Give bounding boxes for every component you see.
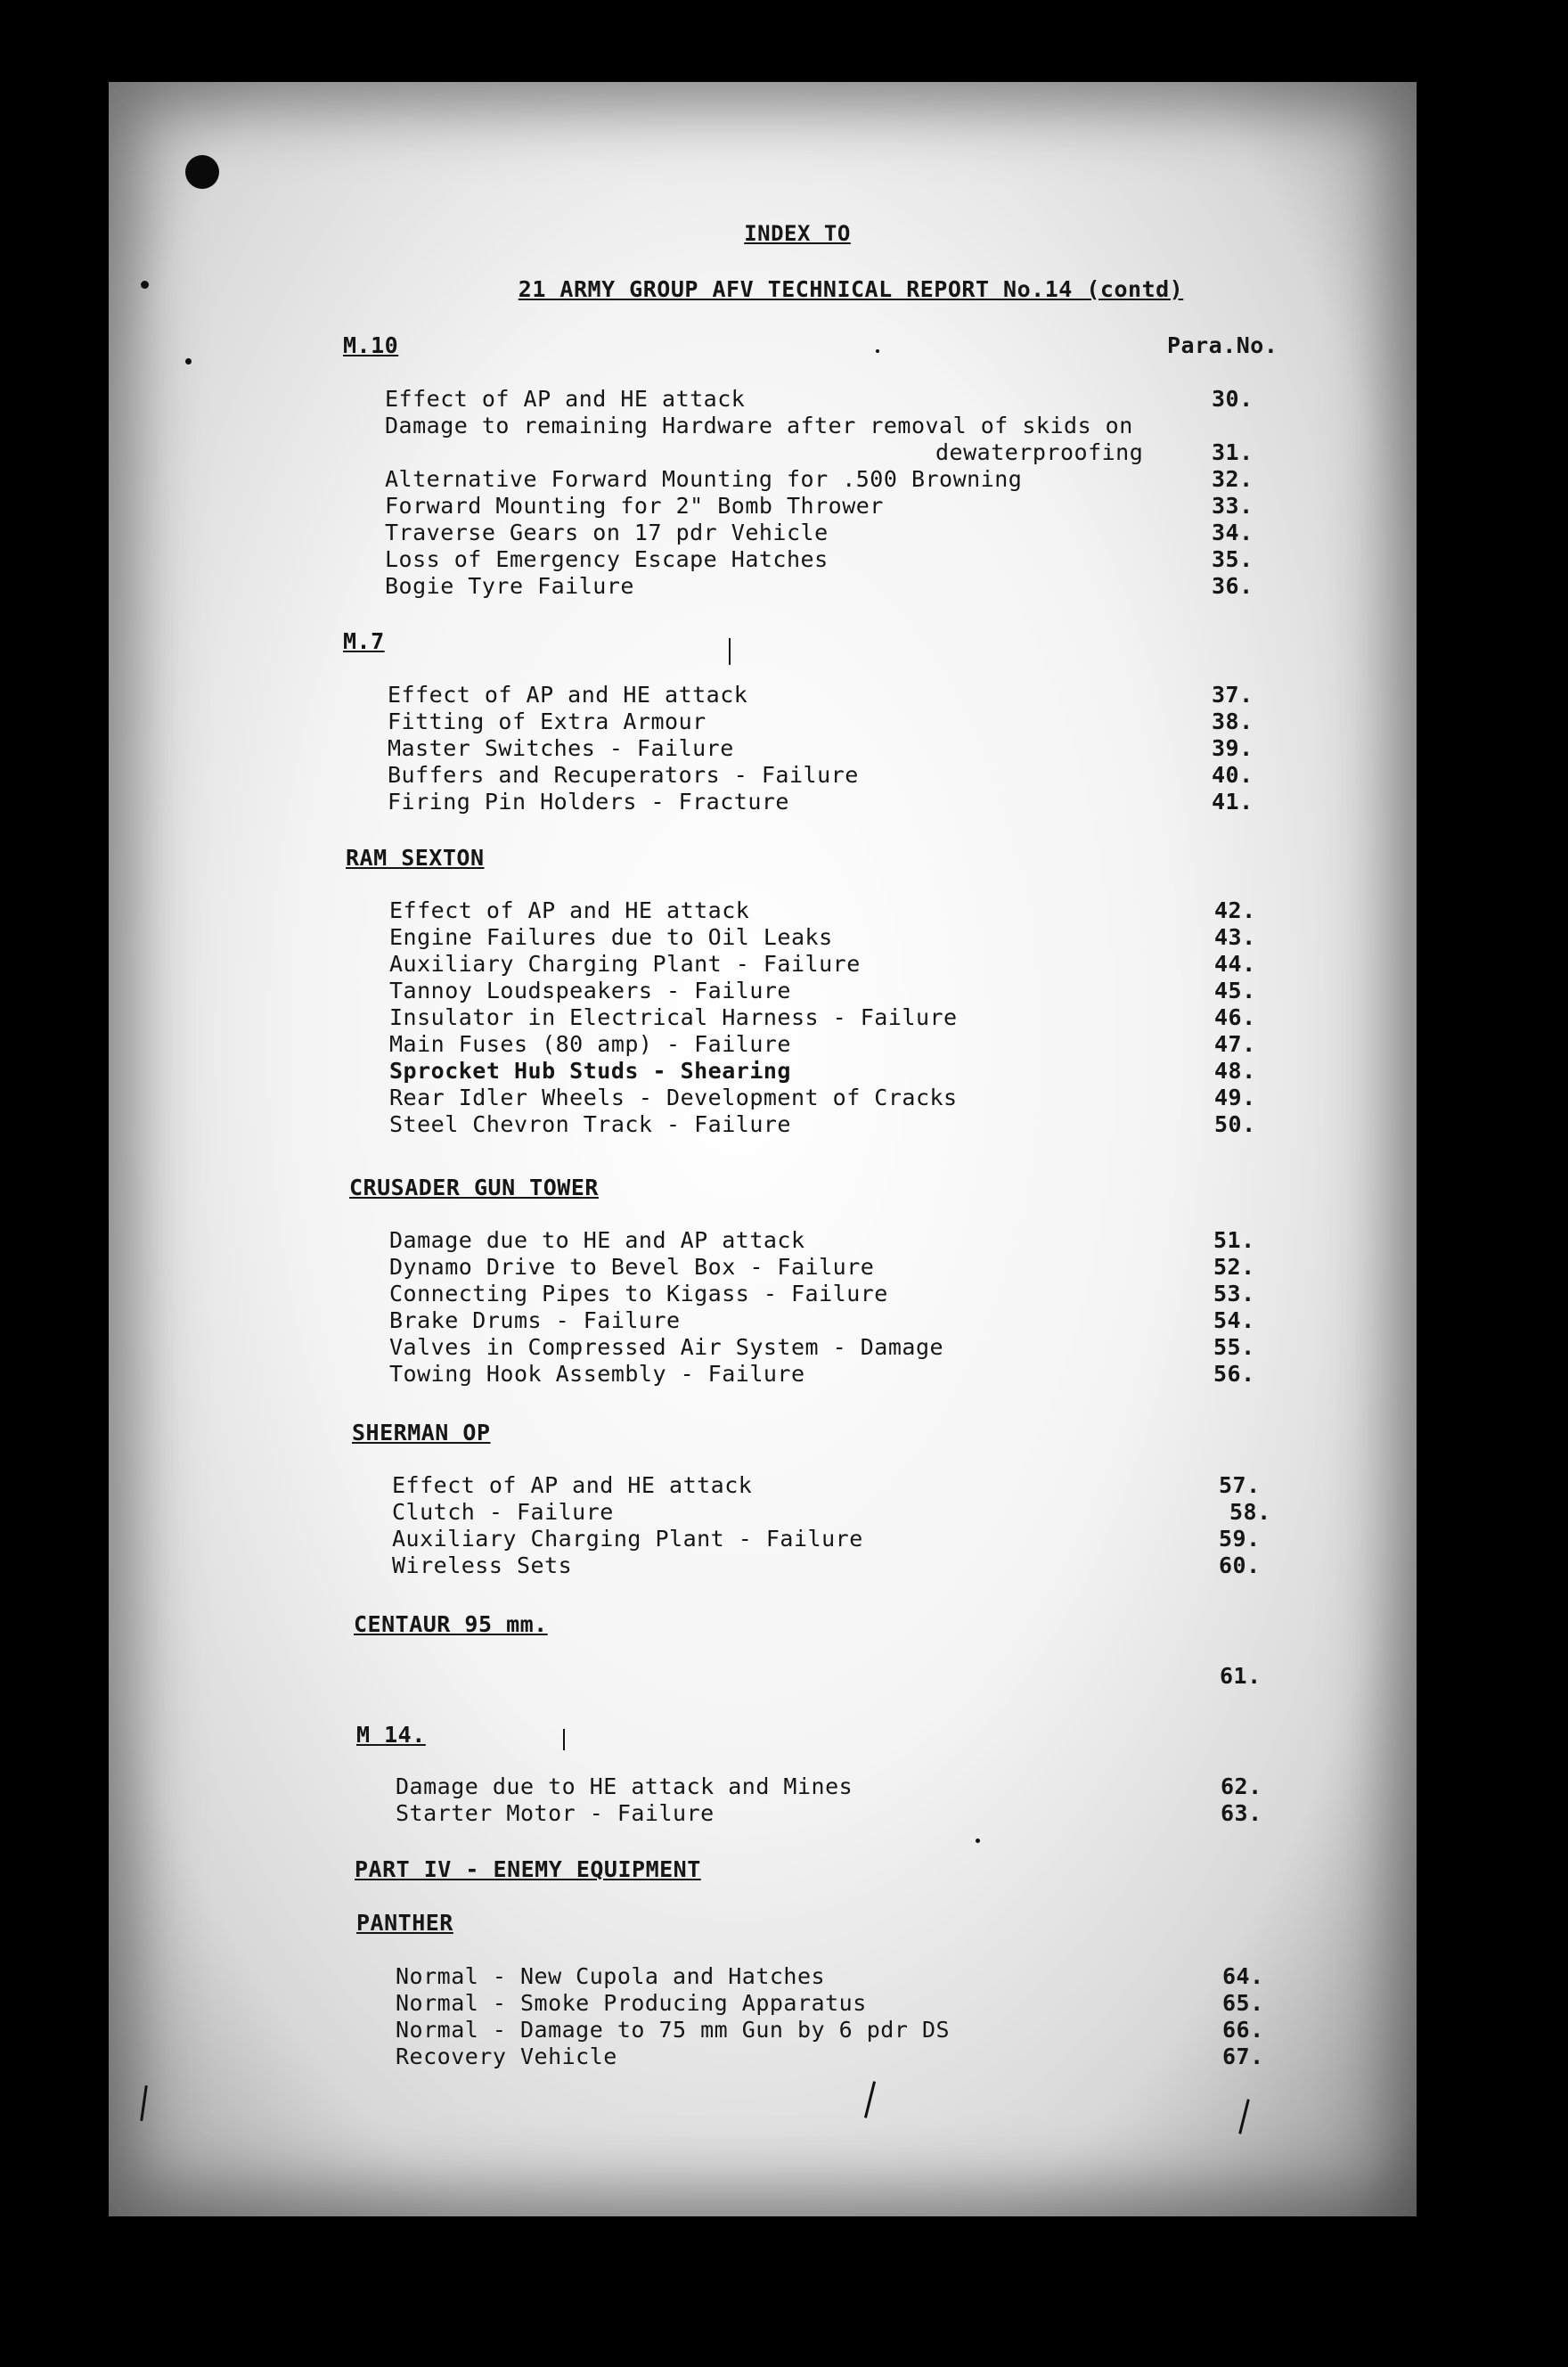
entry-para: 47. bbox=[1214, 1031, 1256, 1057]
section-heading-m14: M 14. bbox=[356, 1722, 426, 1748]
entry-para: 44. bbox=[1214, 951, 1256, 977]
entry-para: 51. bbox=[1213, 1227, 1255, 1253]
entry-para: 60. bbox=[1219, 1552, 1261, 1578]
entry-para: 67. bbox=[1222, 2043, 1264, 2069]
film-scratch bbox=[563, 1729, 565, 1750]
entry-text: Effect of AP and HE attack bbox=[388, 682, 748, 708]
film-scratch bbox=[1238, 2099, 1250, 2134]
entry-text: Auxiliary Charging Plant - Failure bbox=[389, 951, 861, 977]
entry-text: Wireless Sets bbox=[392, 1552, 573, 1578]
entry-text: Effect of AP and HE attack bbox=[389, 897, 750, 923]
entry-para: 63. bbox=[1221, 1800, 1262, 1826]
entry-para: 56. bbox=[1213, 1361, 1255, 1387]
entry-para: 40. bbox=[1212, 762, 1254, 788]
list-item bbox=[389, 1307, 1280, 1334]
report-title: 21 ARMY GROUP AFV TECHNICAL REPORT No.14 (contd) bbox=[518, 276, 1184, 302]
entry-text: Effect of AP and HE attack bbox=[392, 1472, 753, 1498]
entry-text: Bogie Tyre Failure bbox=[385, 573, 634, 599]
entry-para: 41. bbox=[1212, 789, 1254, 815]
entry-para: 43. bbox=[1214, 924, 1256, 950]
entry-text: Clutch - Failure bbox=[392, 1499, 614, 1525]
entry-text: Effect of AP and HE attack bbox=[385, 386, 746, 412]
list-item bbox=[388, 789, 1278, 815]
entry-para: 30. bbox=[1212, 386, 1254, 412]
section-heading-centaur: CENTAUR 95 mm. bbox=[354, 1611, 548, 1637]
list-item bbox=[392, 1499, 1283, 1526]
list-item bbox=[389, 1085, 1280, 1111]
list-item bbox=[385, 520, 1276, 546]
list-item bbox=[392, 1552, 1283, 1579]
entry-text: Recovery Vehicle bbox=[396, 2043, 617, 2069]
list-item bbox=[396, 1963, 1286, 1990]
ink-speck bbox=[185, 358, 192, 364]
entry-text: Forward Mounting for 2" Bomb Thrower bbox=[385, 493, 884, 519]
entry-text: Damage due to HE attack and Mines bbox=[396, 1773, 853, 1799]
list-item bbox=[392, 1663, 1283, 1690]
entry-text: Loss of Emergency Escape Hatches bbox=[385, 546, 829, 572]
section-heading-crusader: CRUSADER GUN TOWER bbox=[349, 1175, 599, 1200]
entry-para: 55. bbox=[1213, 1334, 1255, 1360]
ink-speck bbox=[876, 349, 879, 353]
entry-para: 31. bbox=[1212, 439, 1254, 465]
entry-para: 52. bbox=[1213, 1254, 1255, 1280]
entry-text: Normal - Smoke Producing Apparatus bbox=[396, 1990, 867, 2016]
list-item bbox=[392, 1526, 1283, 1552]
entry-para: 50. bbox=[1214, 1111, 1256, 1137]
list-item bbox=[389, 1004, 1280, 1031]
entry-para: 64. bbox=[1222, 1963, 1264, 1989]
entry-text: Normal - Damage to 75 mm Gun by 6 pdr DS bbox=[396, 2017, 951, 2043]
ink-speck bbox=[976, 1839, 980, 1843]
list-item bbox=[389, 1227, 1280, 1254]
entry-text: Rear Idler Wheels - Development of Cracks bbox=[389, 1085, 958, 1110]
section-heading-m7: M.7 bbox=[343, 628, 385, 654]
entry-para: 65. bbox=[1222, 1990, 1264, 2016]
entry-text: Firing Pin Holders - Fracture bbox=[388, 789, 789, 815]
entry-text: Brake Drums - Failure bbox=[389, 1307, 681, 1333]
entry-text: Main Fuses (80 amp) - Failure bbox=[389, 1031, 791, 1057]
list-item bbox=[389, 1334, 1280, 1361]
entry-para: 36. bbox=[1212, 573, 1254, 599]
list-item bbox=[396, 2017, 1286, 2043]
entry-para: 49. bbox=[1214, 1085, 1256, 1110]
entry-text: Dynamo Drive to Bevel Box - Failure bbox=[389, 1254, 875, 1280]
entry-para: 66. bbox=[1222, 2017, 1264, 2043]
entry-text: Engine Failures due to Oil Leaks bbox=[389, 924, 833, 950]
para-no-label: Para.No. bbox=[1167, 332, 1278, 358]
list-item bbox=[388, 735, 1278, 762]
section-heading-panther: PANTHER bbox=[356, 1910, 453, 1936]
list-item bbox=[385, 466, 1276, 493]
entry-text: Connecting Pipes to Kigass - Failure bbox=[389, 1281, 888, 1306]
list-item bbox=[389, 1361, 1280, 1388]
list-item bbox=[396, 1990, 1286, 2017]
list-item bbox=[385, 413, 1276, 439]
entry-para: 33. bbox=[1212, 493, 1254, 519]
list-item bbox=[385, 386, 1276, 413]
entry-para: 59. bbox=[1219, 1526, 1261, 1552]
list-item bbox=[388, 762, 1278, 789]
entry-text: Tannoy Loudspeakers - Failure bbox=[389, 978, 791, 1003]
film-scratch bbox=[864, 2081, 876, 2117]
index-title: INDEX TO bbox=[744, 221, 851, 246]
entry-text: Auxiliary Charging Plant - Failure bbox=[392, 1526, 863, 1552]
film-scratch bbox=[729, 638, 731, 665]
entry-para: 62. bbox=[1221, 1773, 1262, 1799]
entry-text: Buffers and Recuperators - Failure bbox=[388, 762, 859, 788]
entry-text: Normal - New Cupola and Hatches bbox=[396, 1963, 826, 1989]
section-heading-m10: M.10 bbox=[343, 332, 399, 358]
list-item bbox=[388, 708, 1278, 735]
entry-para: 39. bbox=[1212, 735, 1254, 761]
list-item bbox=[392, 1472, 1283, 1499]
entry-text: Traverse Gears on 17 pdr Vehicle bbox=[385, 520, 829, 545]
list-item bbox=[389, 1058, 1280, 1085]
entry-text: dewaterproofing bbox=[935, 439, 1144, 465]
entry-para: 42. bbox=[1214, 897, 1256, 923]
section-heading-ram-sexton: RAM SEXTON bbox=[346, 845, 485, 871]
entry-text: Damage due to HE and AP attack bbox=[389, 1227, 805, 1253]
list-item bbox=[389, 924, 1280, 951]
entry-text: Towing Hook Assembly - Failure bbox=[389, 1361, 805, 1387]
list-item bbox=[389, 951, 1280, 978]
list-item bbox=[396, 2043, 1286, 2070]
list-item bbox=[389, 978, 1280, 1004]
list-item bbox=[385, 493, 1276, 520]
punch-hole bbox=[185, 155, 219, 189]
list-item bbox=[385, 546, 1276, 573]
entry-text: Steel Chevron Track - Failure bbox=[389, 1111, 791, 1137]
entry-para: 35. bbox=[1212, 546, 1254, 572]
entry-text: Damage to remaining Hardware after removal of skids on bbox=[385, 413, 1133, 438]
entry-para: 53. bbox=[1213, 1281, 1255, 1306]
entry-para: 48. bbox=[1214, 1058, 1256, 1084]
entry-para: 34. bbox=[1212, 520, 1254, 545]
list-item bbox=[389, 1281, 1280, 1307]
list-item bbox=[389, 897, 1280, 924]
ink-speck bbox=[141, 281, 149, 289]
entry-para: 38. bbox=[1212, 708, 1254, 734]
entry-para: 61. bbox=[1220, 1663, 1262, 1689]
entry-para: 57. bbox=[1219, 1472, 1261, 1498]
entry-text: Alternative Forward Mounting for .500 Browning bbox=[385, 466, 1023, 492]
list-item bbox=[388, 682, 1278, 708]
entry-para: 46. bbox=[1214, 1004, 1256, 1030]
entry-para: 58. bbox=[1229, 1499, 1271, 1525]
list-item bbox=[385, 573, 1276, 600]
film-scratch bbox=[140, 2085, 148, 2121]
entry-text: Fitting of Extra Armour bbox=[388, 708, 706, 734]
entry-para: 32. bbox=[1212, 466, 1254, 492]
entry-text: Sprocket Hub Studs - Shearing bbox=[389, 1058, 791, 1084]
entry-para: 45. bbox=[1214, 978, 1256, 1003]
entry-text: Master Switches - Failure bbox=[388, 735, 734, 761]
entry-text: Valves in Compressed Air System - Damage bbox=[389, 1334, 944, 1360]
list-item bbox=[389, 1111, 1280, 1138]
list-item bbox=[396, 1773, 1286, 1800]
section-heading-part-iv: PART IV - ENEMY EQUIPMENT bbox=[355, 1856, 701, 1882]
list-item bbox=[396, 1800, 1286, 1827]
list-item bbox=[389, 1254, 1280, 1281]
list-item bbox=[385, 439, 1276, 466]
entry-para: 54. bbox=[1213, 1307, 1255, 1333]
list-item bbox=[389, 1031, 1280, 1058]
entry-text: Insulator in Electrical Harness - Failure bbox=[389, 1004, 958, 1030]
entry-para: 37. bbox=[1212, 682, 1254, 708]
entry-text: Starter Motor - Failure bbox=[396, 1800, 715, 1826]
section-heading-sherman-op: SHERMAN OP bbox=[352, 1420, 491, 1446]
